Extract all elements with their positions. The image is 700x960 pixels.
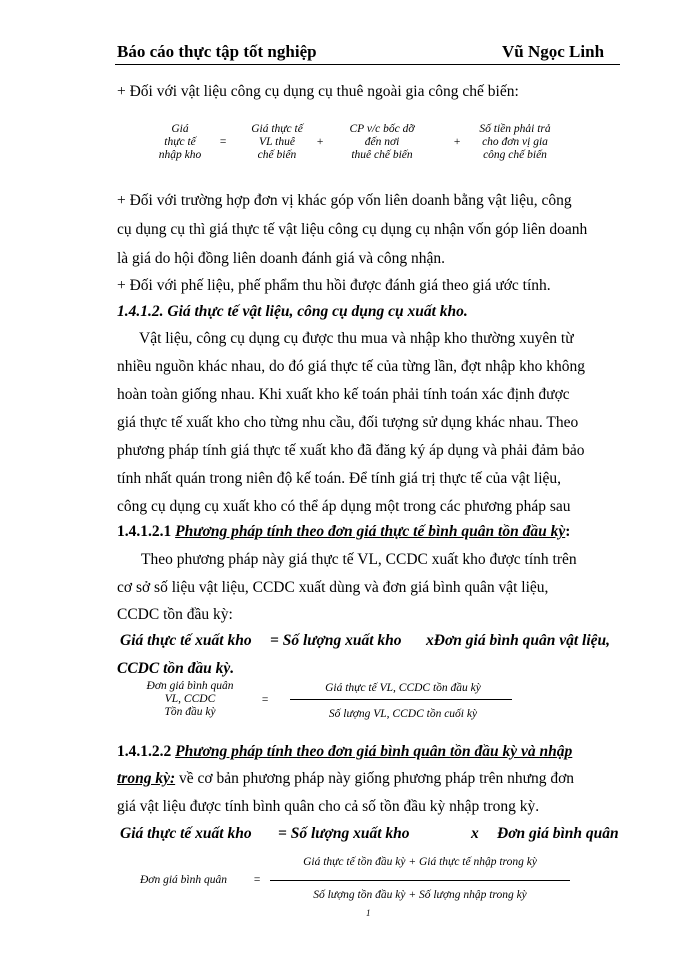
formula3-numerator: Giá thực tế VL, CCDC tồn đầu kỳ [325,682,481,694]
header-left: Báo cáo thực tập tốt nghiệp [117,42,317,61]
formula1-lhs: Giá thực tế nhập kho [158,123,202,161]
para-scrap: + Đối với phế liệu, phế phẩm thu hồi được đánh giá theo giá ước tính. [117,277,551,294]
method2-text-line: giá vật liệu được tính bình quân cho cả số tồn đầu kỳ nhập trong kỳ. [117,798,540,815]
formula5-fraction-bar [270,880,570,881]
formula4-x: x [471,825,479,842]
header-right: Vũ Ngọc Linh [502,42,605,61]
header-rule [115,64,620,65]
page-mark: 1 [366,908,371,918]
formula1-plus1: + [316,136,324,148]
formula5-numerator: Giá thực tế tồn đầu kỳ + Giá thực tế nhập trong kỳ [303,856,537,868]
formula1-eq: = [219,136,227,148]
method1-text-line3: CCDC tồn đầu kỳ: [117,606,233,623]
formula4-lhs: Giá thực tế xuất kho [120,825,252,842]
method1-heading: 1.4.1.2.1 Phương pháp tính theo đơn giá thực tế bình quân tồn đầu kỳ: [117,523,571,540]
method2-heading-line2: trong kỳ: về cơ bản phương pháp này giống phương pháp trên nhưng đơn [117,770,575,787]
formula3-fraction-bar [290,699,512,700]
formula5-eq: = [253,874,261,886]
formula2-lhs: Giá thực tế xuất kho [120,632,252,649]
formula5-lhs: Đơn giá bình quân [140,874,227,886]
formula1-plus2: + [453,136,461,148]
formula1-term1: Giá thực tế VL thuê chế biến [251,123,303,161]
formula5-denominator: Số lượng tồn đầu kỳ + Số lượng nhập trong kỳ [313,889,527,901]
heading-1412: 1.4.1.2. Giá thực tế vật liệu, công cụ dụng cụ xuất kho. [117,303,468,320]
formula4-eq: = Số lượng xuất kho [278,825,410,842]
para-jv-line1: + Đối với trường hợp đơn vị khác góp vốn liên doanh bằng vật liệu, công [117,192,572,209]
method1-text-line1: Theo phương pháp này giá thực tế VL, CCDC xuất kho được tính trên [141,551,577,568]
para-intro-line2: nhiều nguồn khác nhau, do đó giá thực tế của từng lần, đợt nhập kho không [117,358,585,375]
formula1-term3: Số tiền phải trả cho đơn vị gia công chế biến [479,123,551,161]
formula1-term2: CP v/c bốc dỡ đến nơi thuê chế biến [349,123,415,161]
para-jv-line3: là giá do hội đồng liên doanh đánh giá và công nhận. [117,250,446,267]
para-intro-line5: phương pháp tính giá thực tế xuất kho đã đăng ký áp dụng và phải đảm bảo [117,442,585,459]
formula3-denominator: Số lượng VL, CCDC tồn cuối kỳ [328,708,478,720]
formula4-rhs: Đơn giá bình quân [497,825,619,842]
para-intro-line3: hoàn toàn giống nhau. Khi xuất kho kế toán phải tính toán xác định được [117,386,570,403]
method2-heading-line1: 1.4.1.2.2 Phương pháp tính theo đơn giá bình quân tồn đầu kỳ và nhập [117,743,573,760]
para-jv-line2: cụ dụng cụ thì giá thực tế vật liệu công cụ dụng cụ nhận vốn góp liên doanh [117,221,588,238]
para-intro-line6: tính nhất quán trong niên độ kế toán. Để tính giá trị thực tế của vật liệu, [117,470,562,487]
method1-text-line2: cơ sở số liệu vật liệu, CCDC xuất dùng và đơn giá bình quân vật liệu, [117,579,549,596]
formula2-rhs: xĐơn giá bình quân vật liệu, [426,632,611,649]
formula3-lhs: Đơn giá bình quân VL, CCDC Tồn đầu kỳ [146,680,234,718]
para-intro-line7: công cụ dụng cụ xuất kho có thể áp dụng một trong các phương pháp sau [117,498,571,515]
para-outsourcing: + Đối với vật liệu công cụ dụng cụ thuê ngoài gia công chế biến: [117,83,519,100]
formula3-eq: = [261,694,269,706]
formula2-tail: CCDC tồn đầu kỳ. [117,660,235,677]
para-intro-line4: giá thực tế xuất kho cho từng nhu cầu, đối tượng sử dụng khác nhau. Theo [117,414,579,431]
formula2-eq: = Số lượng xuất kho [270,632,402,649]
para-intro-line1: Vật liệu, công cụ dụng cụ được thu mua và nhập kho thường xuyên từ [139,330,574,347]
